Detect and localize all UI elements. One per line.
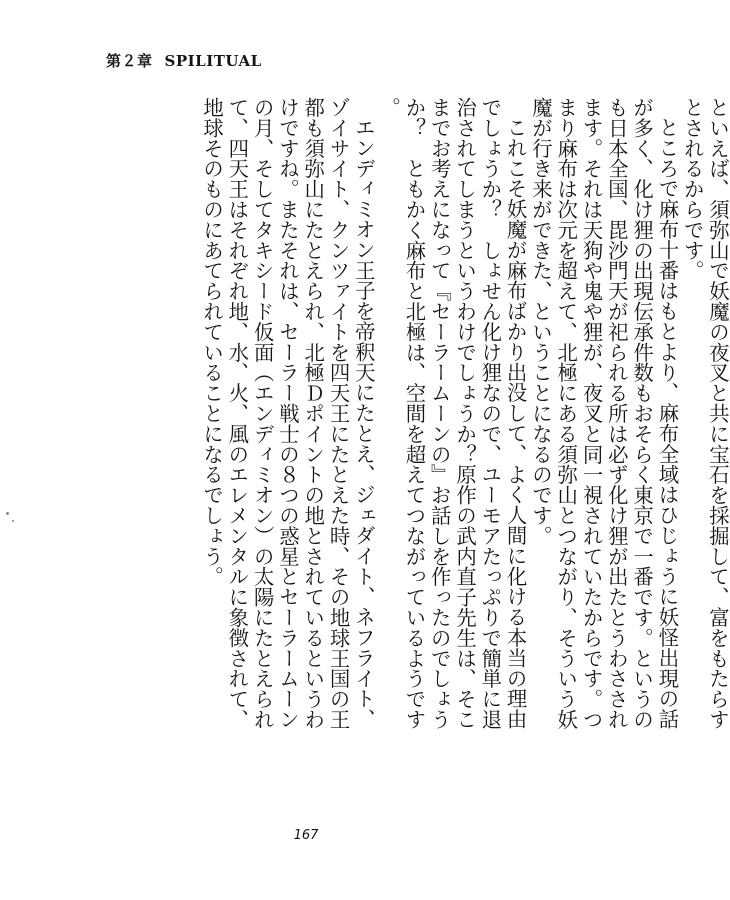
running-header (106, 50, 262, 71)
chapter-title: SPILITUAL (164, 52, 262, 70)
page-number: 167 (293, 828, 319, 843)
vertical-body-text (170, 97, 730, 747)
paragraph: エンディミオン王子を帝釈天にたとえ、ジェダイト、ネフライト、ゾイサイト、クンツァイトを四天王にたとえた時、その地球王国の王都も須弥山にたとえられ、北極Ｄポイントの地とされているというわけですね。またそれは、セーラー戦士の８つの惑星とセーラームーンの月、そしてタキシード仮面（エンディミオン）の太陽にたとえられて、四天王はそれぞれ地、水、火、風のエレメンタルに象徴されて、地球そのものにあてられていることになるでしょう。 (200, 97, 376, 730)
chapter-label: 第２章 (106, 52, 153, 70)
paragraph: これこそ妖魔が麻布ばかり出没して、よく人間に化ける本当の理由でしょうか？ しょせん化け狸なので、ユーモアたっぷりで簡単に退治されてしまうというわけでしょうか？原作の武内直子先生は、そこまでお考えになって『セーラームーンの』お話しを作ったのでしょうか？ ともかく麻布と北極は、空間を超えてつながっているようです。 (377, 97, 528, 730)
scan-speck (12, 520, 14, 522)
paragraph: といえば、須弥山で妖魔の夜叉と共に宝石を採掘して、富をもたらすとされるからです。 (680, 97, 730, 730)
scan-speck (6, 512, 9, 515)
paragraph: ところで麻布十番はもとより、麻布全域はひじょうに妖怪出現の話が多く、化け狸の出現伝承件数もおそらく東京で一番です。というのも日本全国、毘沙門天が祀られる所は必ず化け狸が出たとうわさされます。それは天狗や鬼や狸が、夜叉と同一視されていたからです。つまり麻布は次元を超えて、北極にある須弥山とつながり、そういう妖魔が行き来ができた、ということになるのです。 (528, 97, 680, 730)
